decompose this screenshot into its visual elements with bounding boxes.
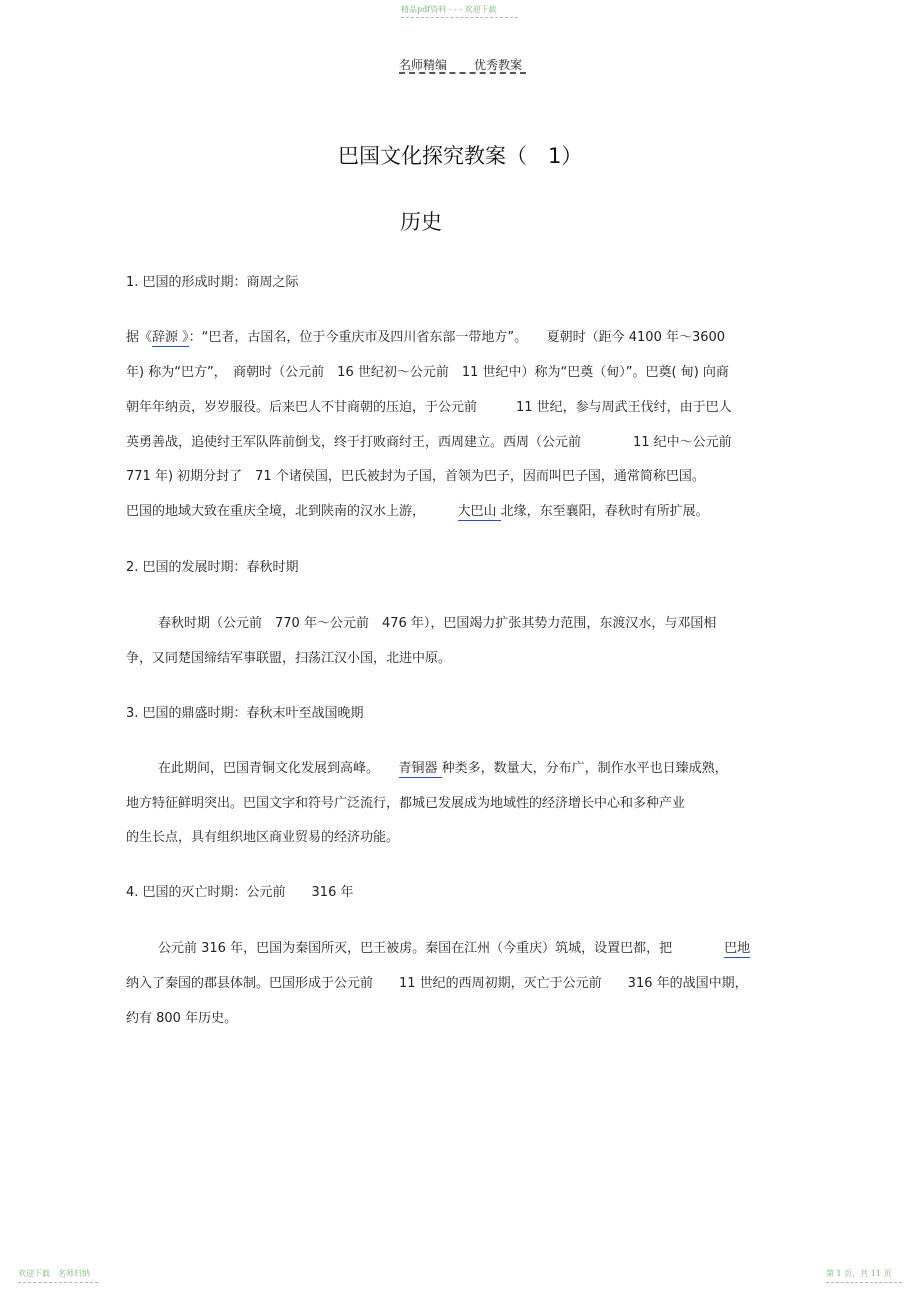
section-1-line-6 <box>126 500 709 519</box>
badi-link[interactable]: 巴地 <box>724 941 751 956</box>
section-4-line-1 <box>158 937 750 956</box>
text-span: 种类多，数量大，分布广，制作水平也日臻成熟， <box>441 761 728 776</box>
dabashan-link[interactable]: 大巴山 <box>457 504 501 519</box>
text-span: 巴国的地域大致在重庆全境，北到陕南的汉水上游， <box>126 504 458 519</box>
section-4-line-3: 约有 800 年历史。 <box>126 1011 238 1026</box>
section-1-line-5: 771 年) 初期分封了 71 个诸侯国，巴氏被封为子国，首领为巴子，因而叫巴子国，通常简称巴国。 <box>126 469 705 484</box>
text-span: 北缘，东至襄阳，春秋时有所扩展。 <box>500 504 709 519</box>
section-2-heading: 2. 巴国的发展时期：春秋时期 <box>126 560 299 575</box>
footer-left-watermark: 欢迎下载 名师归纳 <box>18 1269 90 1278</box>
bronzeware-link[interactable]: 青铜器 <box>398 761 442 776</box>
header-underline <box>399 72 526 74</box>
text-span: 据《 <box>126 330 153 345</box>
section-3-line-3: 的生长点，具有组织地区商业贸易的经济功能。 <box>126 830 400 845</box>
document-title: 巴国文化探究教案（ 1） <box>338 144 583 168</box>
section-2-line-1: 春秋时期（公元前 770 年～公元前 476 年），巴国竭力扩张其势力范围，东渡汉水，与邓国相 <box>158 616 717 631</box>
footer-page-number: 第 1 页，共 11 页 <box>826 1269 892 1278</box>
footer-right-underline <box>826 1282 902 1283</box>
header-right-label: 优秀教案 <box>474 58 523 72</box>
section-1-line-4: 英勇善战，追使纣王军队阵前倒戈，终于打败商纣王，西周建立。西周（公元前 11 纪中～公元前 <box>126 435 732 450</box>
section-4-line-2: 纳入了秦国的郡县体制。巴国形成于公元前 11 世纪的西周初期，灭亡于公元前 316 年的战国中期， <box>126 976 748 991</box>
section-1-line-3: 朝年年纳贡，岁岁服役。后来巴人不甘商朝的压迫，于公元前 11 世纪，参与周武王伐纣，由于巴人 <box>126 400 732 415</box>
section-1-line-2: 年) 称为“巴方”， 商朝时（公元前 16 世纪初～公元前 11 世纪中）称为“巴奠（甸）”。巴奠( 甸) 向商 <box>126 365 729 380</box>
top-watermark: 精品pdf资料 - - - 欢迎下载 <box>401 5 497 14</box>
section-3-heading: 3. 巴国的鼎盛时期：春秋末叶至战国晚期 <box>126 706 364 721</box>
document-subtitle: 历史 <box>400 210 442 234</box>
cihai-link[interactable]: 辞源 》 <box>152 330 189 345</box>
text-span: 在此期间，巴国青铜文化发展到高峰。 <box>158 761 399 776</box>
text-span: 公元前 316 年，巴国为秦国所灭，巴王被虏。秦国在江州（今重庆）筑城，设置巴都，把 <box>158 941 725 956</box>
footer-left-underline <box>18 1282 98 1283</box>
text-span: ：“巴者，古国名，位于今重庆市及四川省东部一带地方”。 夏朝时（距今 4100 年～3600 <box>188 330 726 345</box>
section-2-line-2: 争，又同楚国缔结军事联盟，扫荡江汉小国，北进中原。 <box>126 651 452 666</box>
section-3-line-2: 地方特征鲜明突出。巴国文字和符号广泛流行，都城已发展成为地域性的经济增长中心和多种产业 <box>126 796 686 811</box>
top-watermark-underline <box>401 17 518 18</box>
section-3-line-1 <box>158 757 728 776</box>
section-4-heading: 4. 巴国的灭亡时期：公元前 316 年 <box>126 885 354 900</box>
header-left-label: 名师精编 <box>399 58 448 72</box>
section-1-heading: 1. 巴国的形成时期：商周之际 <box>126 275 299 290</box>
section-1-line-1 <box>126 326 725 345</box>
